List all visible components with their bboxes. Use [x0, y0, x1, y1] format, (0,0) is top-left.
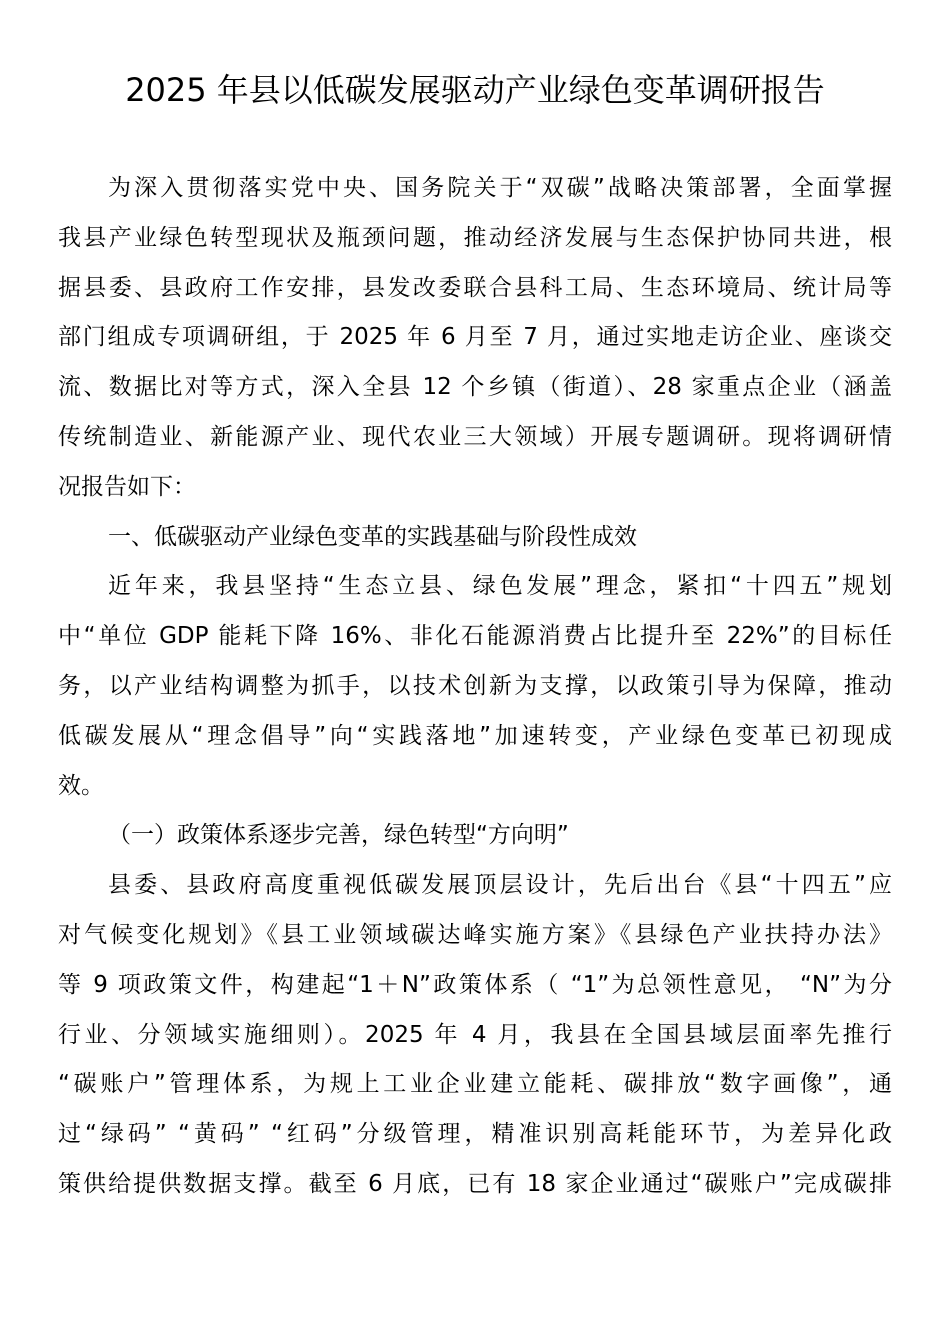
text-line: 效。 [58, 772, 104, 799]
text-line: 为深入贯彻落实党中央、国务院关于“双碳”战略决策部署，全面掌握 [108, 175, 892, 201]
text-line: 过“绿码” “黄码” “红码”分级管理，精准识别高耗能环节，为差异化政 [58, 1121, 892, 1148]
text-line: 务，以产业结构调整为抓手，以技术创新为支撑，以政策引导为保障，推动 [58, 673, 892, 699]
text-line: 传统制造业、新能源产业、现代农业三大领域）开展专题调研。现将调研情 [58, 424, 892, 450]
text-line: 况报告如下： [58, 473, 196, 500]
text-line: 对气候变化规划》《县工业领域碳达峰实施方案》《县绿色产业扶持办法》 [58, 922, 892, 948]
text-line: 策供给提供数据支撑。截至 6 月底，已有 18 家企业通过“碳账户”完成碳排 [58, 1171, 892, 1197]
text-line: 县委、县政府高度重视低碳发展顶层设计，先后出台《县“十四五”应 [108, 872, 892, 899]
text-line: 等 9 项政策文件，构建起“1＋N”政策体系（ “1”为总领性意见， “N”为分 [58, 971, 892, 998]
text-line: 一、低碳驱动产业绿色变革的实践基础与阶段性成效 [108, 523, 637, 550]
text-line: 部门组成专项调研组，于 2025 年 6 月至 7 月，通过实地走访企业、座谈交 [58, 324, 892, 351]
text-line: 行业、分领域实施细则）。2025 年 4 月，我县在全国县域层面率先推行 [58, 1021, 892, 1048]
text-line: 我县产业绿色转型现状及瓶颈问题，推动经济发展与生态保护协同共进，根 [58, 224, 892, 251]
text-line: 中“单位 GDP 能耗下降 16%、非化石能源消费占比提升至 22%”的目标任 [58, 623, 892, 650]
text-line: “碳账户”管理体系，为规上工业企业建立能耗、碳排放“数字画像”，通 [58, 1071, 892, 1098]
text-line: 低碳发展从“理念倡导”向“实践落地”加速转变，产业绿色变革已初现成 [58, 722, 892, 749]
document-title: 2025 年县以低碳发展驱动产业绿色变革调研报告 [125, 71, 825, 109]
text-line: （一）政策体系逐步完善，绿色转型“方向明” [108, 822, 569, 849]
text-line: 据县委、县政府工作安排，县发改委联合县科工局、生态环境局、统计局等 [58, 274, 892, 301]
text-line: 流、数据比对等方式，深入全县 12 个乡镇（街道）、28 家重点企业（涵盖 [58, 374, 892, 401]
text-line: 近年来，我县坚持“生态立县、绿色发展”理念，紧扣“十四五”规划 [108, 573, 892, 600]
